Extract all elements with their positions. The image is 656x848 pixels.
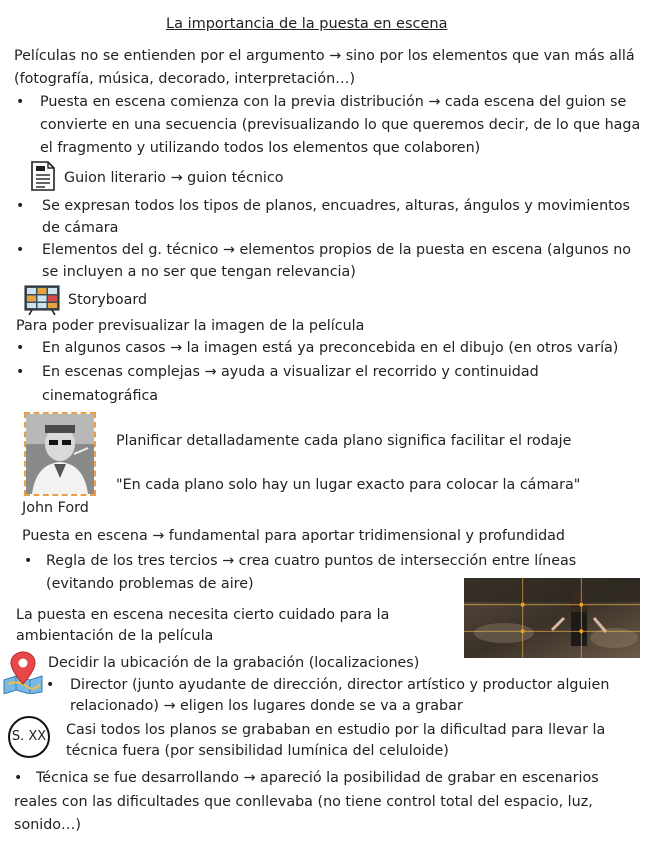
bullet-dot: • — [16, 198, 25, 214]
ford-quote-1: Planificar detalladamente cada plano significa facilitar el rodaje — [116, 433, 572, 449]
bullet-2-line-2: de cámara — [42, 220, 119, 236]
ambient-line-1: La puesta en escena necesita cierto cuidado para la — [16, 607, 390, 623]
bullet-7-line-2: relacionado) → eligen los lugares donde se va a grabar — [70, 698, 463, 714]
ubicacion-heading: Decidir la ubicación de la grabación (localizaciones) — [48, 655, 420, 671]
sxx-line-1: Casi todos los planos se grababan en estudio por la dificultad para llevar la — [66, 722, 606, 738]
bullet-1-line-1: Puesta en escena comienza con la previa distribución → cada escena del guion se — [40, 94, 627, 110]
john-ford-caption: John Ford — [22, 500, 89, 516]
rule-of-thirds-film-still — [464, 578, 640, 658]
bullet-dot: • — [24, 553, 33, 569]
bullet-1-line-3: el fragmento y utilizando todos los elementos que colaboren) — [40, 140, 481, 156]
bullet-6-line-1: Regla de los tres tercios → crea cuatro puntos de intersección entre líneas — [46, 553, 577, 569]
sxx-line-2: técnica fuera (por sensibilidad lumínica del celuloide) — [66, 743, 449, 759]
bullet-5-line-1: En escenas complejas → ayuda a visualizar el recorrido y continuidad — [42, 364, 539, 380]
century-badge: S. XX — [8, 716, 50, 758]
bullet-5-line-2: cinematográfica — [42, 388, 159, 404]
bullet-8-line-1: Técnica se fue desarrollando → apareció la posibilidad de grabar en escenarios — [36, 770, 599, 786]
location-pin-map-icon — [2, 650, 44, 694]
john-ford-photo — [24, 412, 96, 496]
bullet-dot: • — [16, 94, 25, 110]
bullet-dot: • — [14, 770, 23, 786]
intro-line-2: (fotografía, música, decorado, interpretación…) — [14, 71, 356, 87]
bullet-4-line-1: En algunos casos → la imagen está ya preconcebida en el dibujo (en otros varía) — [42, 340, 619, 356]
bullet-dot: • — [16, 340, 25, 356]
bullet-dot: • — [46, 677, 55, 693]
guion-heading: Guion literario → guion técnico — [64, 170, 284, 186]
storyboard-heading: Storyboard — [68, 292, 148, 308]
bullet-8-line-3: sonido…) — [14, 817, 81, 833]
bullet-3-line-2: se incluyen a no ser que tengan relevancia) — [42, 264, 356, 280]
previs-line: Para poder previsualizar la imagen de la película — [16, 318, 365, 334]
puesta-line: Puesta en escena → fundamental para aportar tridimensional y profundidad — [22, 528, 566, 544]
bullet-1-line-2: convierte en una secuencia (previsualizando lo que queremos decir, de lo que haga — [40, 117, 641, 133]
page-title: La importancia de la puesta en escena — [166, 16, 448, 32]
bullet-dot: • — [16, 364, 25, 380]
script-document-icon — [30, 161, 56, 191]
storyboard-icon — [24, 285, 60, 315]
bullet-dot: • — [16, 242, 25, 258]
bullet-7-line-1: Director (junto ayudante de dirección, director artístico y productor alguien — [70, 677, 610, 693]
bullet-8-line-2: reales con las dificultades que conllevaba (no tiene control total del espacio, luz, — [14, 794, 593, 810]
bullet-2-line-1: Se expresan todos los tipos de planos, encuadres, alturas, ángulos y movimientos — [42, 198, 630, 214]
bullet-6-line-2: (evitando problemas de aire) — [46, 576, 254, 592]
ambient-line-2: ambientación de la película — [16, 628, 214, 644]
ford-quote-2: "En cada plano solo hay un lugar exacto para colocar la cámara" — [116, 477, 581, 493]
bullet-3-line-1: Elementos del g. técnico → elementos propios de la puesta en escena (algunos no — [42, 242, 632, 258]
intro-line-1: Películas no se entienden por el argumento → sino por los elementos que van más allá — [14, 48, 635, 64]
